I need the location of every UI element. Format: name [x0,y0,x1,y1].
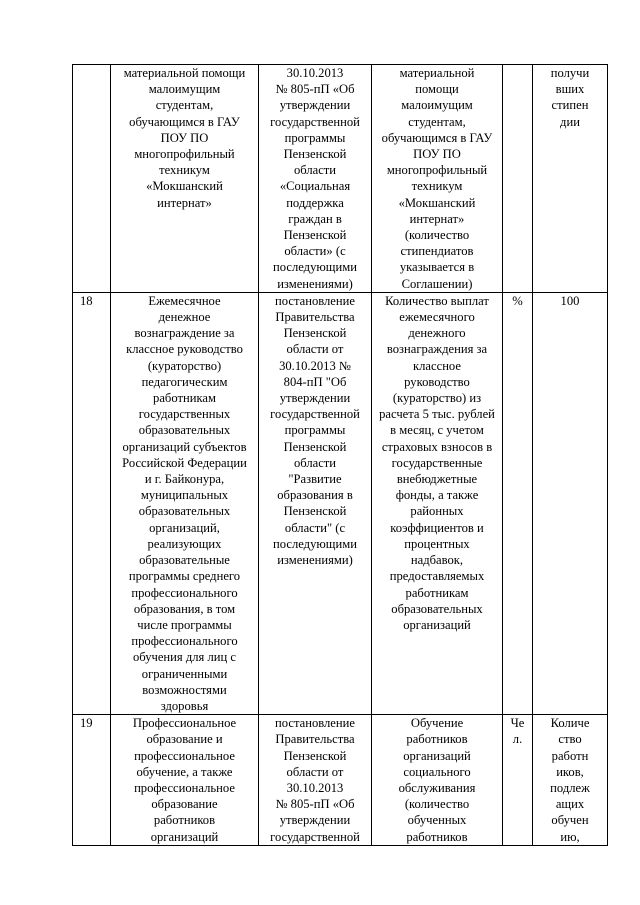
measure-name-cell: Профессиональное образование и профессиональное обучение, а также профессиональное образование работников организаций [111,715,259,846]
table-row [73,292,608,714]
value-cell: 100 [533,292,608,714]
measure-name-cell: Ежемесячное денежное вознаграждение за классное руководство (кураторство) педагогическим работникам государственных образовательных организаций субъектов Российской Федерации и г. Байконура, муниципальных образовательных организаций, реализующих образовательные программы среднего профессионального образования, в том числе программы профессионального обучения для лиц с ограниченными возможностями здоровья [111,292,259,714]
unit-cell [503,65,533,293]
unit-cell: Че л. [503,715,533,846]
row-number-cell: 18 [73,292,111,714]
unit-cell: % [503,292,533,714]
legal-basis-cell: постановление Правительства Пензенской области от 30.10.2013 № 804-пП "Об утверждении государственной программы Пензенской области "Развитие образования в Пензенской области" (с последующими изменениями) [259,292,372,714]
table-row [73,65,608,293]
indicator-cell: материальной помощи малоимущим студентам, обучающимся в ГАУ ПОУ ПО многопрофильный техникум «Мокшанский интернат» (количество стипендиатов указывается в Соглашении) [372,65,503,293]
indicator-cell: Количество выплат ежемесячного денежного вознаграждения за классное руководство (кураторство) из расчета 5 тыс. рублей в месяц, с учетом страховых взносов в государственные внебюджетные фонды, а также районных коэффициентов и процентных надбавок, предоставляемых работникам образовательных организаций [372,292,503,714]
value-cell: получи вших стипен дии [533,65,608,293]
legal-basis-cell: постановление Правительства Пензенской области от 30.10.2013 № 805-пП «Об утверждении государственной [259,715,372,846]
value-cell: Количе ство работн иков, подлеж ащих обучен ию, [533,715,608,846]
measures-table [72,64,608,846]
measure-name-cell: материальной помощи малоимущим студентам, обучающимся в ГАУ ПОУ ПО многопрофильный техникум «Мокшанский интернат» [111,65,259,293]
indicator-cell: Обучение работников организаций социального обслуживания (количество обученных работников [372,715,503,846]
row-number-cell [73,65,111,293]
row-number-cell: 19 [73,715,111,846]
table-row [73,715,608,846]
legal-basis-cell: 30.10.2013 № 805-пП «Об утверждении государственной программы Пензенской области «Социальная поддержка граждан в Пензенской области» (с последующими изменениями) [259,65,372,293]
